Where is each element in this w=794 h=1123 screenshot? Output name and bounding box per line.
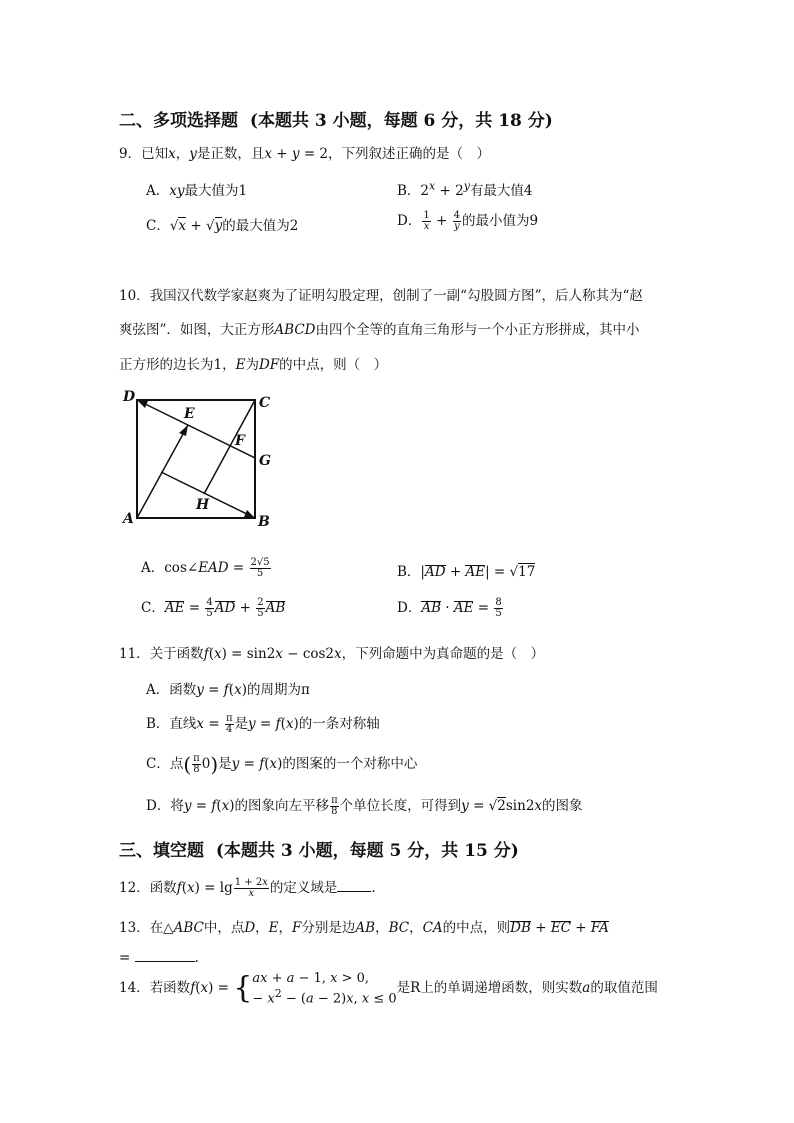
label-c: C xyxy=(259,395,271,411)
label-d: D xyxy=(123,389,136,405)
question-10-line-3: 正方形的边长为1，E为DF的中点，则（ ） xyxy=(119,357,388,373)
q10-option-c: C．AE = $\frac{4}{5}$ AD + $\frac{2}{5}$ AB xyxy=(141,597,286,619)
question-10-line-2: 爽弦图”．如图，大正方形ABCD由四个全等的直角三角形与一个小正方形拼成，其中小 xyxy=(119,322,640,338)
section-2-title: 二、多项选择题 xyxy=(119,111,238,131)
q9-option-d: D． $\frac{1}{x}$ + $\frac{4}{y}$ 的最小值为9 xyxy=(397,210,539,232)
label-f: F xyxy=(235,433,245,449)
zhao-shuang-diagram xyxy=(117,386,282,534)
section-3-note: (本题共 3 小题，每题 5 分，共 15 分) xyxy=(215,841,519,861)
q10-option-a: A．cos∠EAD = $\frac{2√5}{5}$ xyxy=(141,557,270,579)
arrow-ae-head xyxy=(179,425,188,436)
line-d-g xyxy=(137,400,255,458)
q11-number: 11． xyxy=(119,646,150,662)
q11-option-b: B．直线x = $\frac{\pi}{4}$ 是y = f(x)的一条对称轴 xyxy=(146,713,380,735)
line-a-e xyxy=(137,425,188,518)
label-h: H xyxy=(196,497,210,513)
q9-option-c: C．√x + √y的最大值为2 xyxy=(146,218,299,234)
section-3-title: 三、填空题 xyxy=(119,841,204,861)
arrow-ad-head xyxy=(137,400,148,408)
q9-number: 9． xyxy=(119,146,142,162)
q10-option-d: D．AB · AE = $\frac{8}{5}$ xyxy=(397,597,502,619)
label-a: A xyxy=(123,511,134,527)
label-g: G xyxy=(259,453,271,469)
line-c-h xyxy=(204,400,255,494)
label-b: B xyxy=(258,514,270,530)
q11-option-a: A．函数y = f(x)的周期为π xyxy=(146,682,310,698)
q12-number: 12． xyxy=(119,880,150,896)
q10-option-b: B．|AD + AE| = √17 xyxy=(397,564,536,580)
arrow-ab-head xyxy=(244,510,255,518)
q13-number: 13． xyxy=(119,920,150,936)
question-10-line-1: 10．我国汉代数学家赵爽为了证明勾股定理，创制了一副“勾股圆方图”，后人称其为“赵 xyxy=(119,288,643,304)
label-e: E xyxy=(184,406,195,422)
q11-option-c: C．点( $\frac{\pi}{8}$ 0)是y = f(x)的图案的一个对称中心 xyxy=(146,752,418,777)
section-2-heading xyxy=(119,106,553,131)
question-13-line-2: = . xyxy=(119,950,199,966)
question-14: 14．若函数f(x) = {ax + a − 1, x > 0, − $x^2 - (a - 2)x$, x ≤ 0是R上的单调递增函数，则实数a的取值范围 xyxy=(119,970,658,1007)
q13-answer-blank[interactable] xyxy=(135,949,195,962)
q14-number: 14． xyxy=(119,980,150,997)
question-9-stem: 9．已知x，y是正数，且x + y = 2，下列叙述正确的是（ ） xyxy=(119,146,491,162)
question-11-stem: 11．关于函数f(x) = sin2x − cos2x，下列命题中为真命题的是（ ） xyxy=(119,646,545,662)
section-2-note: (本题共 3 小题，每题 6 分，共 18 分) xyxy=(249,111,553,131)
q12-answer-blank[interactable] xyxy=(337,879,371,892)
q10-number: 10． xyxy=(119,288,150,304)
question-13-line-1: 13．在△ABC中，点D，E，F分别是边AB，BC，CA的中点，则DB + EC + FA xyxy=(119,920,609,936)
q9-option-a: A．xy最大值为1 xyxy=(146,183,248,199)
section-3-heading xyxy=(119,836,519,861)
question-12: 12．函数f(x) = lg $\frac{1 + 2x}{x}$ 的定义域是 . xyxy=(119,877,376,899)
q9-option-b: B．$2^x + 2^y$有最大值4 xyxy=(397,179,533,199)
q11-option-d: D．将y = f(x)的图象向左平移 $\frac{\pi}{8}$ 个单位长度，可得到y = √2sin2x的图象 xyxy=(146,795,583,817)
